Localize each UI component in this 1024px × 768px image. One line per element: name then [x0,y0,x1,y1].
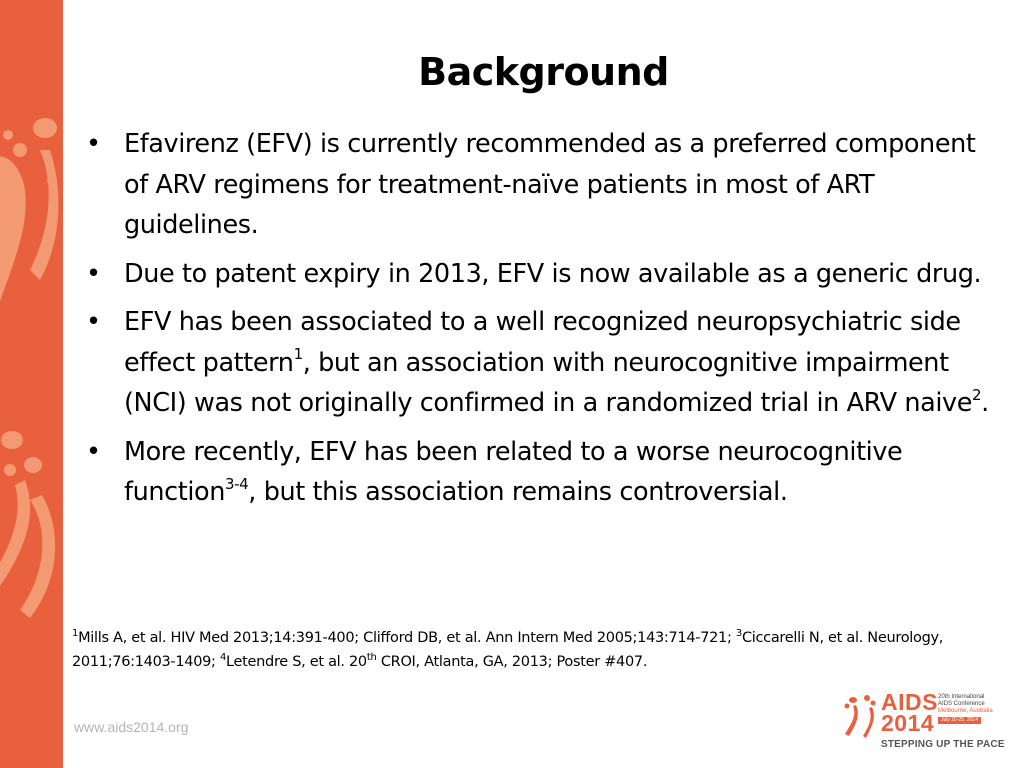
footprint-decoration-icon [0,0,63,768]
citation-superscript: 2 [971,385,982,404]
logo-conference-line: AIDS Conference [938,701,985,707]
ordinal-suffix: th [366,652,377,664]
bullet-item [86,124,1006,246]
bullet-marker: • [86,129,101,159]
logo-year: 2014 [881,710,935,736]
citation-superscript: 1 [293,345,303,363]
logo-conference-info [938,694,1000,724]
bullet-item [86,254,1006,295]
bullet-text: EFV has been associated to a well recognized neuropsychiatric side effect pattern [124,307,961,378]
bullet-text: , but this association remains controversial. [248,477,788,507]
bullet-text: Efavirenz (EFV) is currently recommended as a preferred component of ARV regimens for treatment-naïve patients in most of ART guidelines. [124,129,976,240]
footer-url: www.aids2014.org [74,719,189,735]
reference-text: CROI, Atlanta, GA, 2013; Poster #407. [376,654,648,670]
reference-number: 3 [735,628,742,640]
logo-tagline: STEPPING UP THE PACE [881,739,1005,750]
reference-number: 1 [72,628,79,640]
footprints-logo-icon [843,694,879,738]
logo-dates: July 20-25, 2014 [938,717,981,724]
reference-text: Mills A, et al. HIV Med 2013;14:391-400; Clifford DB, et al. Ann Intern Med 2005;143:714-721; [78,630,736,646]
reference-text: Letendre S, et al. 20 [226,654,367,670]
logo-conference-line: 20th International [938,694,985,700]
reference-number: 4 [219,652,227,664]
bullet-item [86,432,1006,513]
side-decoration-band [0,0,63,768]
bullet-text: . [981,388,989,418]
reference-text: Ciccarelli N, et al. Neurology, 2011;76:1403-1409; [72,630,944,670]
bullet-marker: • [86,258,101,289]
bullet-marker: • [86,436,101,467]
logo-name: AIDS [881,689,938,715]
bullet-list [86,124,1006,521]
bullet-item [86,302,1006,424]
slide-title: Background [418,50,669,94]
logo-conference-line: Melbourne, Australia [938,708,993,714]
logo-wordmark [881,689,938,736]
citation-superscript: 3-4 [224,474,249,493]
bullet-text: Due to patent expiry in 2013, EFV is now available as a generic drug. [124,258,982,289]
aids2014-logo [843,689,1005,754]
bullet-text: , but an association with neurocognitive impairment (NCI) was not originally confirmed in a randomized trial in ARV naive [124,347,972,418]
bullet-marker: • [86,307,101,337]
references [72,626,1007,674]
bullet-text: More recently, EFV has been related to a worse neurocognitive function [124,436,903,507]
